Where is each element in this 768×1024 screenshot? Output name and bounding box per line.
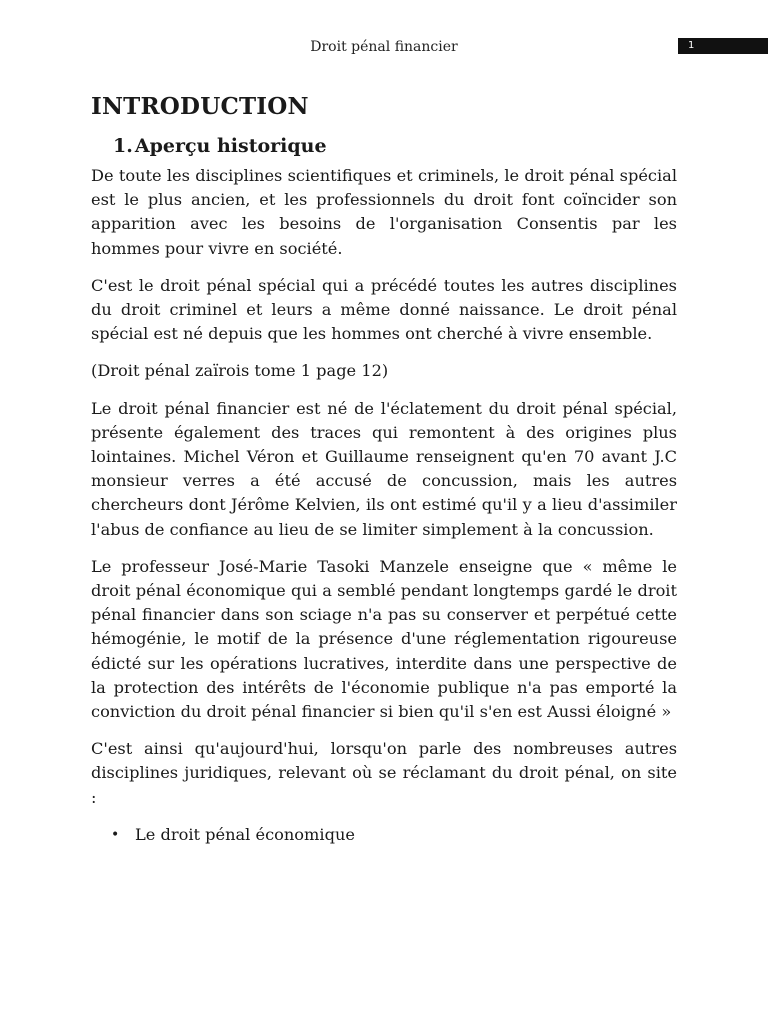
paragraph: Le droit pénal financier est né de l'éclatement du droit pénal spécial, présente également des traces qui remontent à des origines plus lointaines. Michel Véron et Guillaume renseignent qu'en 70 avant J.C monsieur verres a été accusé de concussion, mais les autres chercheurs dont Jérôme Kelvien, ils ont estimé qu'il y a lieu d'assimiler l'abus de confiance au lieu de se limiter simplement à la concussion.: [91, 398, 677, 539]
running-header: [0, 37, 768, 57]
bullet-list: [91, 823, 677, 847]
section-heading: [91, 132, 677, 160]
paragraph: C'est ainsi qu'aujourd'hui, lorsqu'on parle des nombreuses autres disciplines juridiques, relevant où se réclamant du droit pénal, on site :: [91, 739, 677, 807]
list-item: [91, 823, 677, 847]
document-body: [91, 90, 677, 847]
citation-paragraph: (Droit pénal zaïrois tome 1 page 12): [91, 361, 389, 381]
paragraph: De toute les disciplines scientifiques et criminels, le droit pénal spécial est le plus ancien, et les professionnels du droit font coïncider son apparition avec les besoins de l'organisation Consentis par les hommes pour vivre en société.: [91, 166, 677, 258]
paragraph: Le professeur José-Marie Tasoki Manzele enseigne que « même le droit pénal économique qui a semblé pendant longtemps gardé le droit pénal financier dans son sciage n'a pas su conserver et perpétué cette hémogénie, le motif de la présence d'une réglementation rigoureuse édicté sur les opérations lucratives, interdite dans une perspective de la protection des intérêts de l'économie publique n'a pas emporté la conviction du droit pénal financier si bien qu'il s'en est Aussi éloigné »: [91, 556, 677, 722]
section-number: 1.: [113, 135, 133, 157]
section-title: Aperçu historique: [134, 135, 327, 157]
header-title: Droit pénal financier: [310, 39, 458, 55]
paragraph: C'est le droit pénal spécial qui a précédé toutes les autres disciplines du droit criminel et leurs a même donné naissance. Le droit pénal spécial est né depuis que les hommes ont cherché à vivre ensemble.: [91, 275, 677, 344]
list-item-text: Le droit pénal économique: [135, 824, 355, 844]
main-heading: INTRODUCTION: [91, 93, 309, 120]
page-number: 1: [678, 38, 768, 54]
bullet-icon: •: [111, 826, 120, 843]
